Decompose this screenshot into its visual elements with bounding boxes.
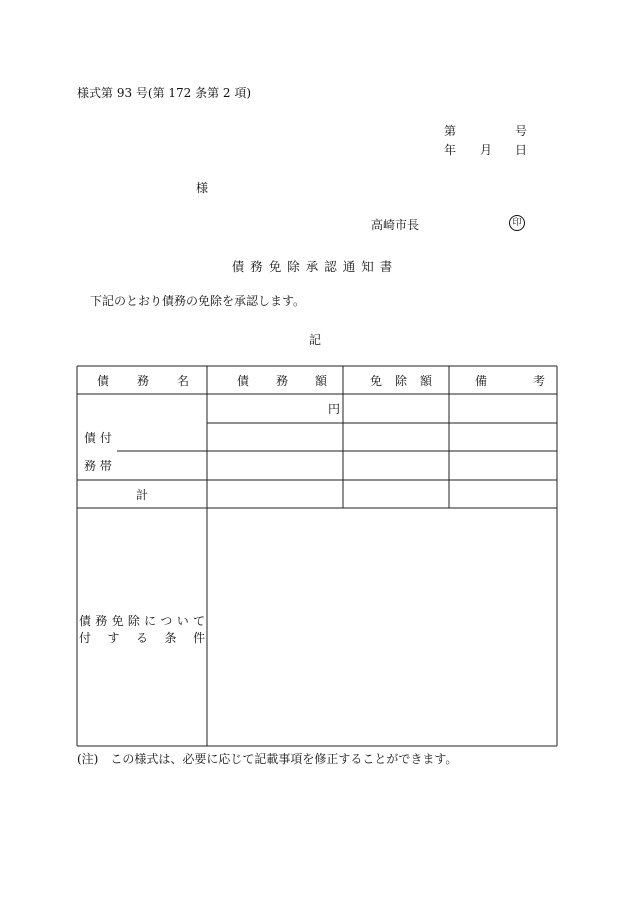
footnote: (注) この様式は、必要に応じて記載事項を修正することができます。 [77, 752, 458, 766]
col-header-debt-amount-char1: 債 [237, 373, 250, 388]
cond1-c2: 務 [95, 613, 108, 628]
col-header-debt-name [97, 366, 189, 394]
seal-mark: 印 [509, 215, 525, 231]
col-header-exemption-amount-char3: 額 [419, 373, 432, 388]
issuer-name: 高崎市長 [371, 218, 420, 232]
total-label: 計 [135, 487, 148, 502]
attached-debt-label-bottom: 務 帯 [84, 459, 112, 473]
cond1-c8: て [192, 613, 205, 628]
cond1-c3: 免 [111, 613, 124, 628]
document-title: 債務免除承認通知書 [231, 259, 399, 274]
cond2-c1: 付 [79, 630, 92, 645]
col-header-exemption-amount-char2: 除 [394, 373, 407, 388]
col-header-debt-name-char3: 名 [176, 373, 189, 388]
attached-debt-label-top: 債 付 [84, 430, 112, 445]
debt-amount-yen-unit: 円 [327, 402, 340, 416]
cond2-c5: 件 [192, 630, 205, 645]
cond2-c3: る [135, 630, 148, 645]
col-header-debt-amount-char2: 務 [275, 373, 288, 388]
col-header-exemption-amount [370, 366, 432, 394]
intro-text: 下記のとおり債務の免除を承認します。 [90, 294, 306, 308]
col-header-remarks-char2: 考 [532, 373, 545, 388]
cond1-c6: つ [160, 613, 173, 628]
cond1-c4: 除 [127, 613, 140, 628]
date-day-label: 日 [515, 143, 528, 157]
col-header-debt-amount [237, 366, 327, 394]
col-header-remarks-char1: 備 [475, 373, 488, 388]
recipient-honorific: 様 [196, 181, 209, 195]
col-header-remarks [475, 366, 545, 394]
col-header-debt-amount-char3: 額 [314, 373, 327, 388]
cond2-c2: す [107, 630, 120, 645]
cond2-c4: 条 [164, 630, 177, 645]
cond1-c1: 債 [79, 613, 92, 628]
col-header-exemption-amount-char1: 免 [370, 373, 383, 388]
document-number-suffix: 号 [515, 124, 528, 138]
col-header-debt-name-text: 債 [97, 373, 110, 388]
date-month-label: 月 [480, 143, 493, 157]
conditions-label-line2 [79, 629, 205, 645]
col-header-debt-name-char2: 務 [136, 373, 149, 388]
ki-heading: 記 [308, 333, 321, 347]
conditions-label-line1 [79, 612, 205, 628]
date-year-label: 年 [444, 143, 457, 157]
cond1-c7: い [176, 613, 189, 628]
form-number: 様式第 93 号(第 172 条第 2 項) [77, 86, 252, 100]
cond1-c5: に [144, 613, 157, 628]
document-number-prefix: 第 [444, 124, 457, 138]
